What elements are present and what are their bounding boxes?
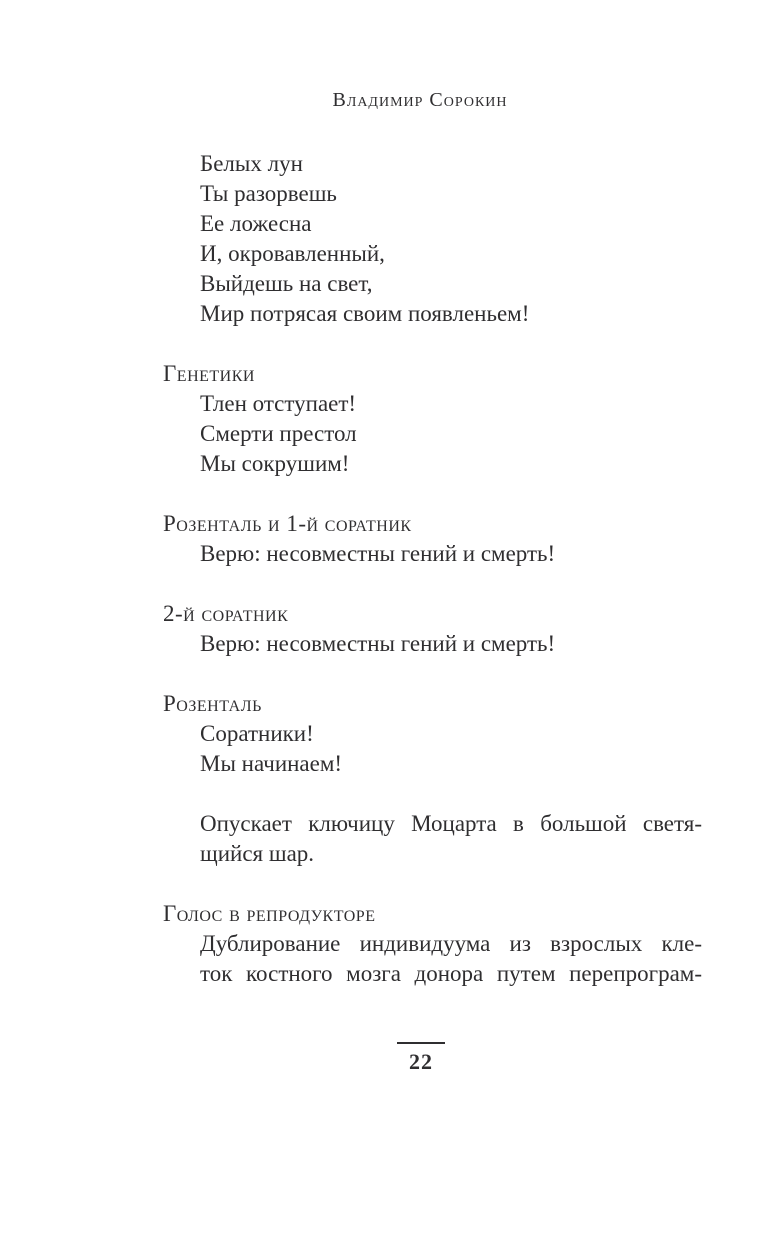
- verse-line: Белых лун: [200, 151, 303, 176]
- speech-block-rozental-1st: [163, 509, 702, 569]
- verse-line: Ты разорвешь: [200, 181, 337, 206]
- speaker-name: Генетики: [163, 361, 255, 386]
- speech-block-loudspeaker-voice: [163, 899, 702, 989]
- verse-line: И, окровавленный,: [200, 241, 385, 266]
- dialogue-line: Мы сокрушим!: [200, 451, 350, 476]
- dialogue-line: Верю: несовместны гений и смерть!: [200, 631, 556, 656]
- dialogue-line: Мы начинаем!: [200, 751, 343, 776]
- dialogue-line: Верю: несовместны гений и смерть!: [200, 541, 556, 566]
- page-footer: [397, 1042, 445, 1075]
- footer-rule: [397, 1042, 445, 1044]
- dialogue-line: ток костного мозга донора путем перепрограм-: [200, 961, 702, 986]
- page-content: [163, 149, 702, 989]
- dialogue-line: Соратники!: [200, 721, 314, 746]
- speech-block-genetiki: [163, 359, 702, 479]
- dialogue-line: Тлен отступает!: [200, 391, 357, 416]
- speaker-name: Голос в репродукторе: [163, 901, 376, 926]
- stage-direction: [163, 809, 702, 869]
- dialogue-line: Смерти престол: [200, 421, 357, 446]
- stage-direction-line: Опускает ключицу Моцарта в большой светя-: [200, 811, 702, 836]
- verse-line: Ее ложесна: [200, 211, 312, 236]
- speech-block-rozental: [163, 689, 702, 779]
- verse-line: Мир потрясая своим появленьем!: [200, 301, 530, 326]
- speaker-name: 2-й соратник: [163, 601, 289, 626]
- verse-line: Выйдешь на свет,: [200, 271, 373, 296]
- dialogue-line: Дублирование индивидуума из взрослых кле-: [200, 931, 702, 956]
- speech-block-2nd-soratnik: [163, 599, 702, 659]
- speaker-name: Розенталь: [163, 691, 262, 716]
- speaker-name: Розенталь и 1-й соратник: [163, 511, 412, 536]
- verse-stanza: [163, 149, 702, 329]
- running-header-author: Владимир Сорокин: [332, 89, 508, 111]
- page-number: 22: [409, 1049, 433, 1074]
- stage-direction-line: щийся шар.: [200, 841, 315, 866]
